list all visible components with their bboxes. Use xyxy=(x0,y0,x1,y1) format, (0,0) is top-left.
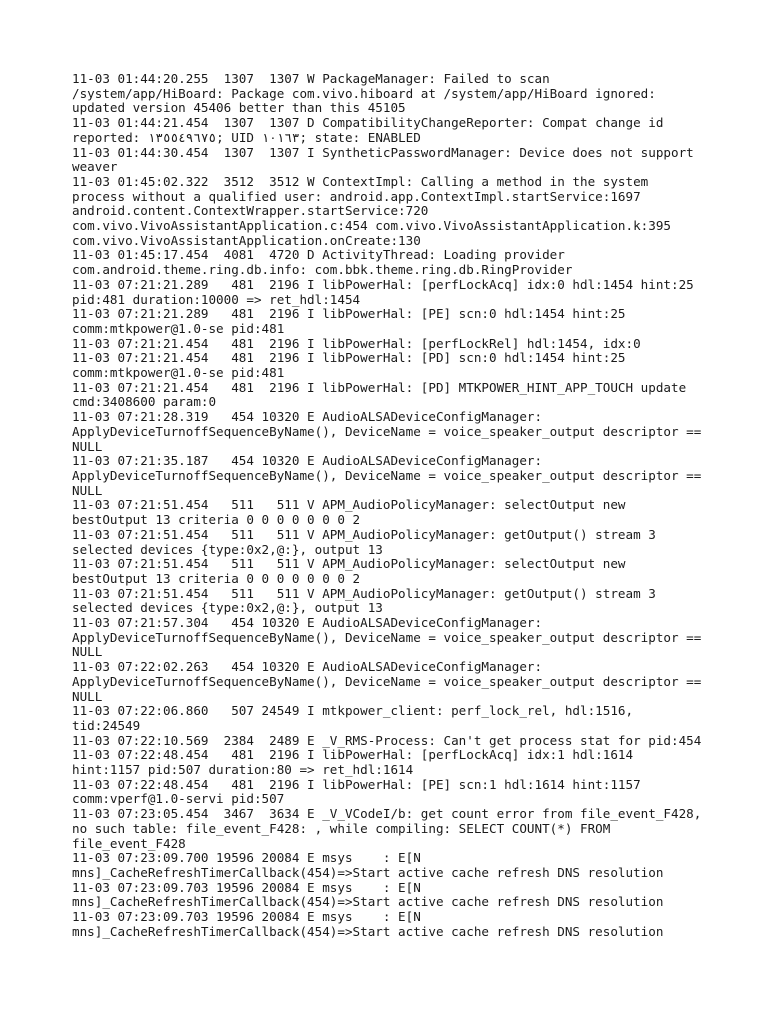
log-line: comm:mtkpower@1.0-se pid:481 xyxy=(72,365,285,381)
log-line: com.android.theme.ring.db.info: com.bbk.theme.ring.db.RingProvider xyxy=(72,262,573,278)
log-line: bestOutput 13 criteria 0 0 0 0 0 0 0 2 xyxy=(72,570,361,586)
log-line: NULL xyxy=(72,438,103,454)
log-line: 11-03 07:21:51.454 511 511 V APM_AudioPolicyManager: selectOutput new xyxy=(72,497,626,513)
log-line: 11-03 07:21:21.454 481 2196 I libPowerHal: [PD] MTKPOWER_HINT_APP_TOUCH update xyxy=(72,379,687,395)
log-line: 11-03 07:21:51.454 511 511 V APM_AudioPolicyManager: getOutput() stream 3 xyxy=(72,585,656,601)
log-text-block xyxy=(72,72,712,939)
log-line: file_event_F428 xyxy=(72,835,186,851)
log-line: tid:24549 xyxy=(72,717,141,733)
log-line: 11-03 07:22:48.454 481 2196 I libPowerHal: [perfLockAcq] idx:1 hdl:1614 xyxy=(72,747,634,763)
log-line: comm:mtkpower@1.0-se pid:481 xyxy=(72,320,285,336)
log-line: process without a qualified user: android.app.ContextImpl.startService:1697 xyxy=(72,188,641,204)
log-line: 11-03 01:44:20.255 1307 1307 W PackageManager: Failed to scan xyxy=(72,71,550,86)
log-line: 11-03 07:22:48.454 481 2196 I libPowerHal: [PE] scn:1 hdl:1614 hint:1157 xyxy=(72,776,641,792)
log-line: ApplyDeviceTurnoffSequenceByName(), DeviceName = voice_speaker_output descriptor == xyxy=(72,467,702,483)
log-line: com.vivo.VivoAssistantApplication.onCreate:130 xyxy=(72,232,421,248)
log-line: bestOutput 13 criteria 0 0 0 0 0 0 0 2 xyxy=(72,512,361,528)
log-line: 11-03 07:23:05.454 3467 3634 E _V_VCodeI/b: get count error from file_event_F428, xyxy=(72,806,702,822)
log-line: 11-03 01:44:21.454 1307 1307 D CompatibilityChangeReporter: Compat change id xyxy=(72,115,664,131)
log-line: ApplyDeviceTurnoffSequenceByName(), DeviceName = voice_speaker_output descriptor == xyxy=(72,423,702,439)
log-line: com.vivo.VivoAssistantApplication.c:454 com.vivo.VivoAssistantApplication.k:395 xyxy=(72,218,671,234)
log-line: selected devices {type:0x2,@:}, output 13 xyxy=(72,541,383,557)
log-line: 11-03 07:21:21.289 481 2196 I libPowerHal: [perfLockAcq] idx:0 hdl:1454 hint:25 xyxy=(72,276,694,292)
log-line: 11-03 07:23:09.700 19596 20084 E msys : E[N xyxy=(72,850,421,866)
log-line: NULL xyxy=(72,644,103,660)
log-line: 11-03 07:21:21.289 481 2196 I libPowerHal: [PE] scn:0 hdl:1454 hint:25 xyxy=(72,306,626,322)
log-line: hint:1157 pid:507 duration:80 => ret_hdl:1614 xyxy=(72,762,414,778)
log-line: 11-03 07:22:02.263 454 10320 E AudioALSADeviceConfigManager: xyxy=(72,659,543,675)
log-line: weaver xyxy=(72,159,118,175)
log-line: updated version 45406 better than this 45105 xyxy=(72,100,406,116)
log-line: 11-03 07:21:51.454 511 511 V APM_AudioPolicyManager: getOutput() stream 3 xyxy=(72,526,656,542)
log-line: pid:481 duration:10000 => ret_hdl:1454 xyxy=(72,291,361,307)
log-line: NULL xyxy=(72,688,103,704)
log-line: no such table: file_event_F428: , while compiling: SELECT COUNT(*) FROM xyxy=(72,820,611,836)
log-line: ApplyDeviceTurnoffSequenceByName(), DeviceName = voice_speaker_output descriptor == xyxy=(72,629,702,645)
log-line: 11-03 01:45:02.322 3512 3512 W ContextImpl: Calling a method in the system xyxy=(72,173,649,189)
log-line: mns]_CacheRefreshTimerCallback(454)=>Start active cache refresh DNS resolution xyxy=(72,864,664,880)
log-line: mns]_CacheRefreshTimerCallback(454)=>Start active cache refresh DNS resolution xyxy=(72,923,664,939)
log-line: mns]_CacheRefreshTimerCallback(454)=>Start active cache refresh DNS resolution xyxy=(72,894,664,910)
log-line: NULL xyxy=(72,482,103,498)
log-line: /system/app/HiBoard: Package com.vivo.hiboard at /system/app/HiBoard ignored: xyxy=(72,85,656,101)
log-line: 11-03 01:45:17.454 4081 4720 D ActivityThread: Loading provider xyxy=(72,247,565,263)
log-line: 11-03 07:23:09.703 19596 20084 E msys : E[N xyxy=(72,879,421,895)
log-line: 11-03 07:21:57.304 454 10320 E AudioALSADeviceConfigManager: xyxy=(72,615,543,631)
log-line: ApplyDeviceTurnoffSequenceByName(), DeviceName = voice_speaker_output descriptor == xyxy=(72,673,702,689)
log-line: 11-03 07:23:09.703 19596 20084 E msys : E[N xyxy=(72,909,421,925)
log-line: 11-03 07:22:06.860 507 24549 I mtkpower_client: perf_lock_rel, hdl:1516, xyxy=(72,703,634,719)
log-line: 11-03 07:21:51.454 511 511 V APM_AudioPolicyManager: selectOutput new xyxy=(72,556,626,572)
log-line: 11-03 07:21:35.187 454 10320 E AudioALSADeviceConfigManager: xyxy=(72,453,543,469)
log-line: 11-03 07:21:21.454 481 2196 I libPowerHal: [PD] scn:0 hdl:1454 hint:25 xyxy=(72,350,626,366)
log-line: comm:vperf@1.0-servi pid:507 xyxy=(72,791,285,807)
log-line: selected devices {type:0x2,@:}, output 13 xyxy=(72,600,383,616)
log-line: 11-03 01:44:30.454 1307 1307 I SyntheticPasswordManager: Device does not support xyxy=(72,144,694,160)
log-line: android.content.ContextWrapper.startService:720 xyxy=(72,203,429,219)
log-line: 11-03 07:22:10.569 2384 2489 E _V_RMS-Process: Can't get process stat for pid:454 xyxy=(72,732,702,748)
log-line: 11-03 07:21:21.454 481 2196 I libPowerHal: [perfLockRel] hdl:1454, idx:0 xyxy=(72,335,641,351)
log-line: reported: ١٣٥٥٤٩٦٧٥; UID ١٠١٦٣; state: ENABLED xyxy=(72,129,421,145)
log-line: cmd:3408600 param:0 xyxy=(72,394,217,410)
log-line: 11-03 07:21:28.319 454 10320 E AudioALSADeviceConfigManager: xyxy=(72,409,543,425)
